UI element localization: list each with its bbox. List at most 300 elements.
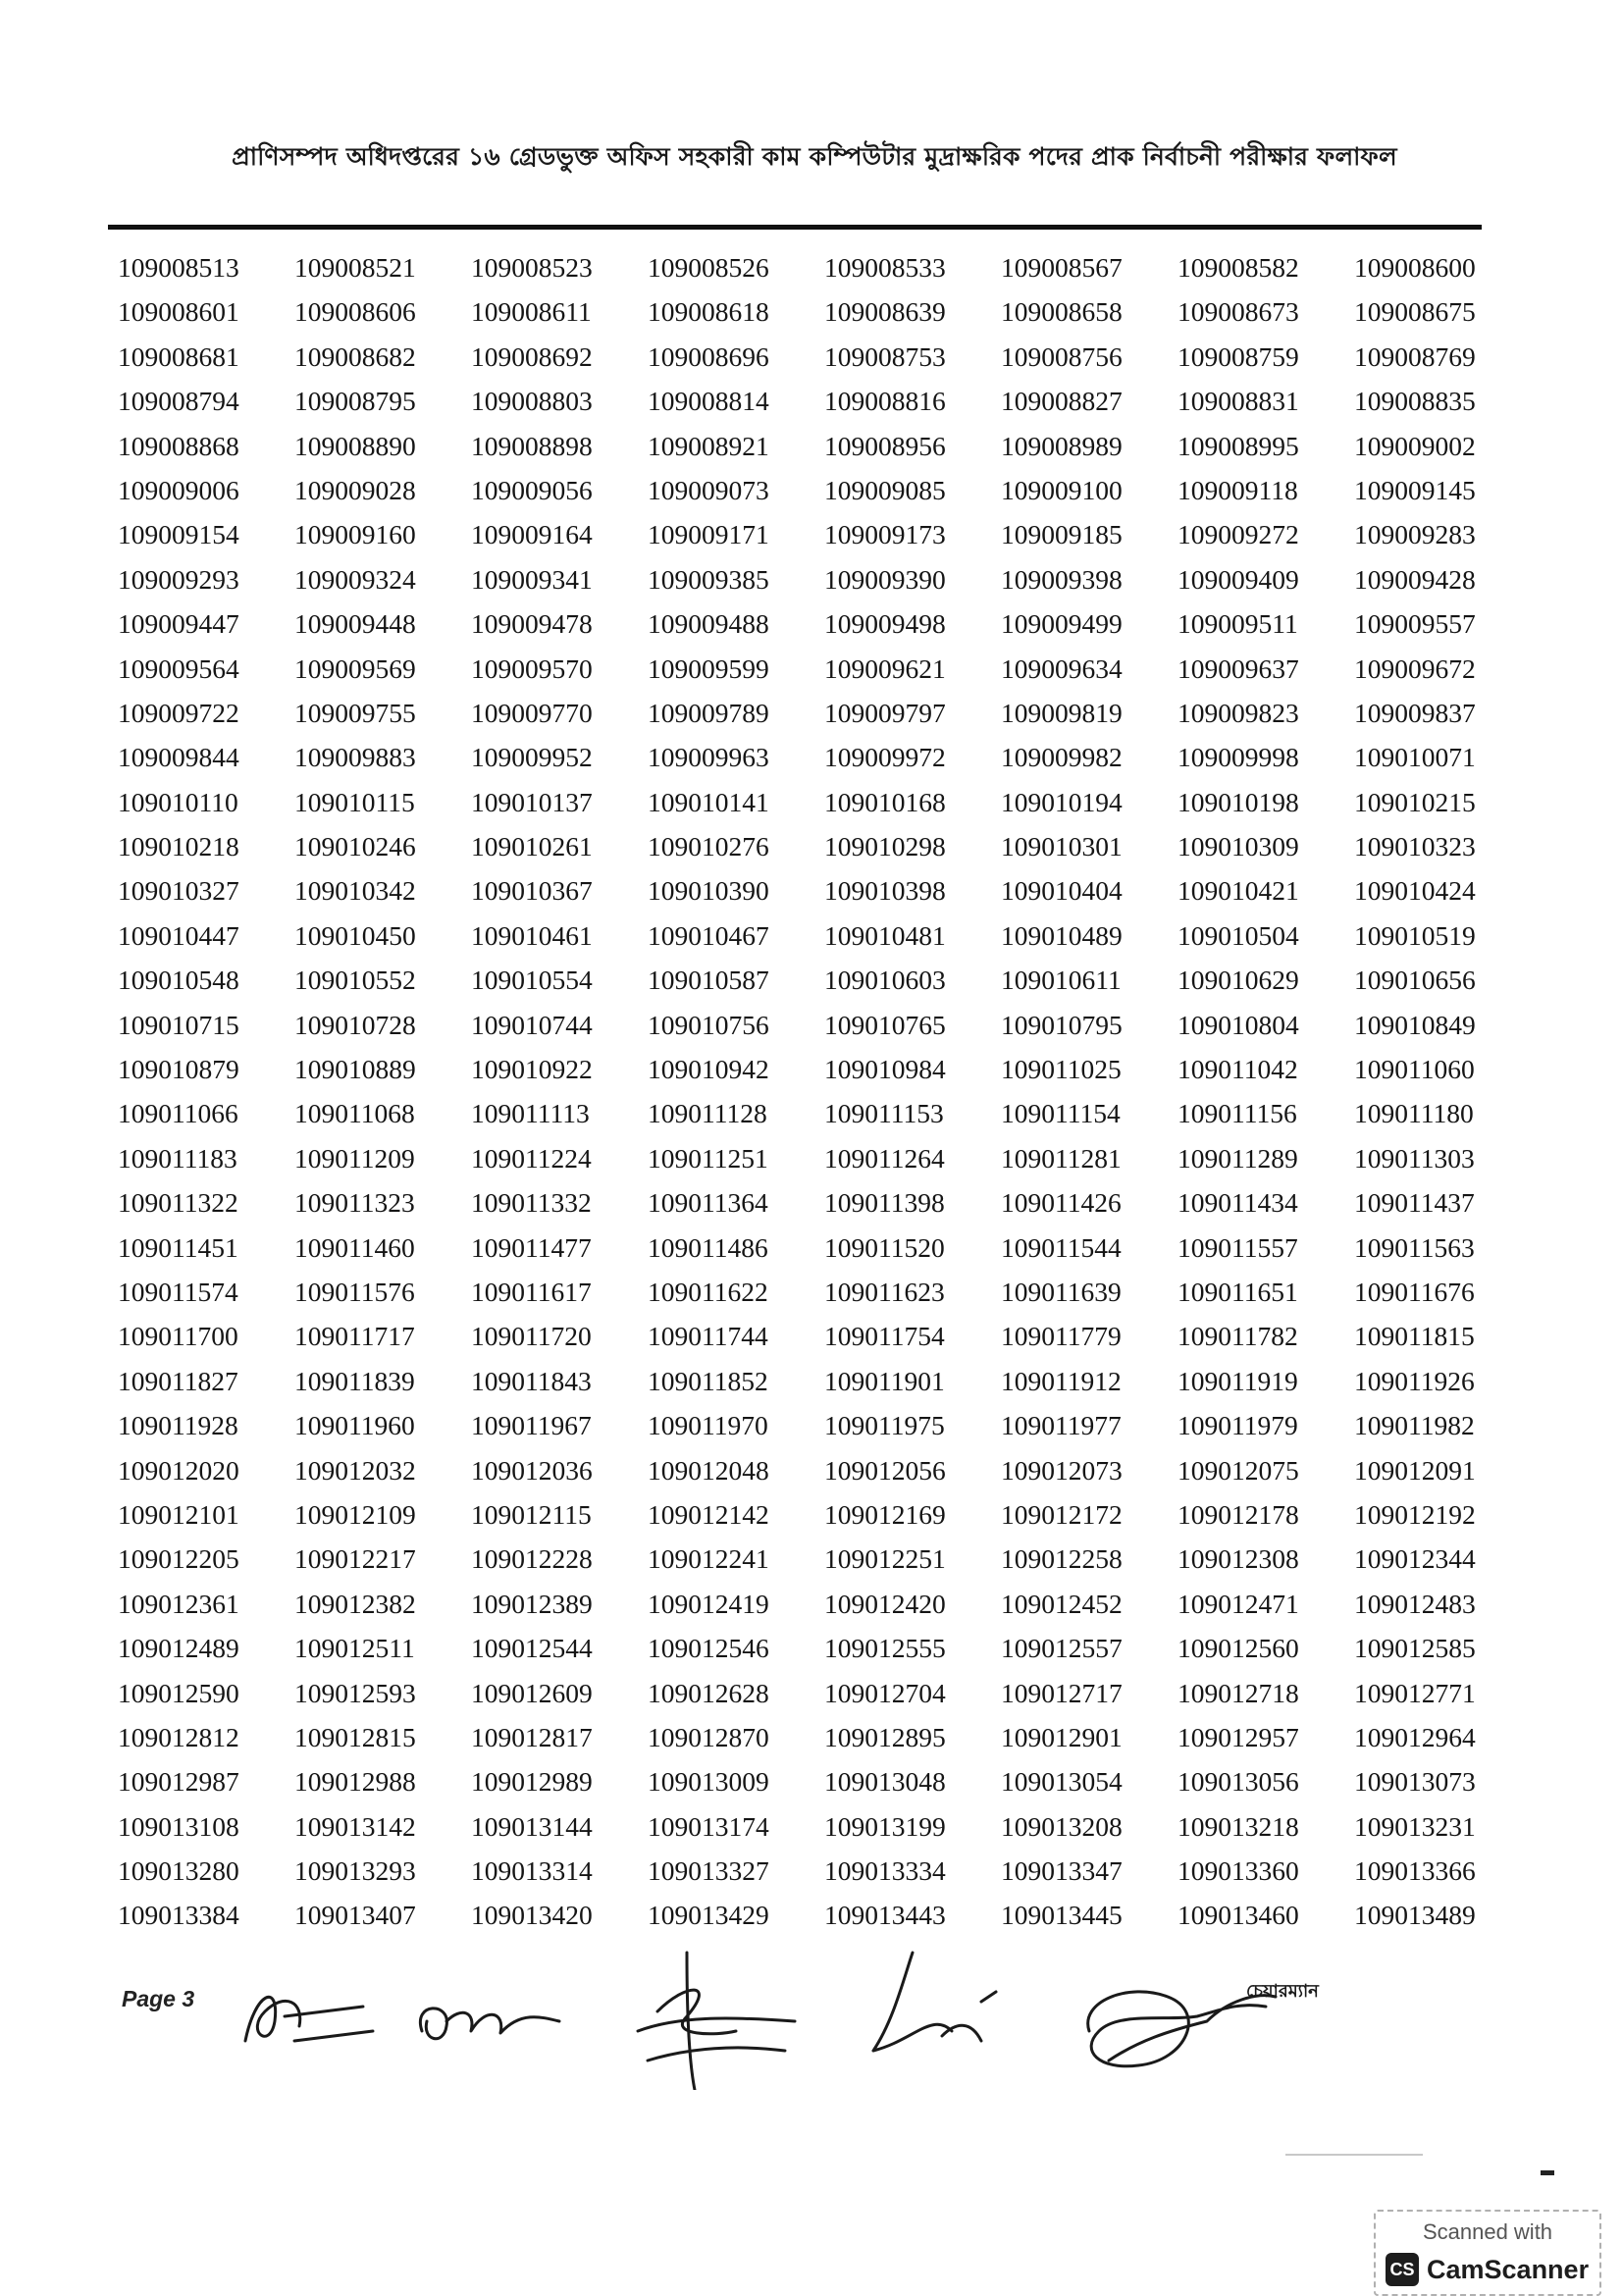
roll-number-cell: 109011183 — [118, 1142, 237, 1174]
roll-number-cell: 109011153 — [824, 1098, 944, 1129]
roll-number-cell: 109011926 — [1354, 1365, 1475, 1396]
roll-number-cell: 109011979 — [1177, 1410, 1298, 1441]
roll-number-cell: 109011042 — [1177, 1054, 1298, 1085]
page-title: প্রাণিসম্পদ অধিদপ্তরের ১৬ গ্রেডভুক্ত অফিস সহকারী কাম কম্পিউটার মুদ্রাক্ষরিক পদের প্রাক নির্বাচনী পরীক্ষার ফলাফল — [232, 142, 1397, 171]
roll-number-cell: 109009972 — [824, 742, 946, 773]
roll-number-cell: 109009006 — [118, 474, 239, 505]
roll-number-cell: 109012704 — [824, 1677, 946, 1708]
roll-number-cell: 109008639 — [824, 296, 946, 328]
roll-number-cell: 109010548 — [118, 965, 239, 996]
roll-number-cell: 109010404 — [1001, 875, 1123, 907]
roll-number-cell: 109011434 — [1177, 1187, 1298, 1219]
roll-number-cell: 109012241 — [648, 1543, 769, 1575]
roll-number-cell: 109012628 — [648, 1677, 769, 1708]
roll-number-cell: 109010656 — [1354, 965, 1476, 996]
roll-number-cell: 109008816 — [824, 386, 946, 417]
roll-number-cell: 109011639 — [1001, 1276, 1122, 1307]
roll-number-cell: 109011717 — [294, 1321, 415, 1352]
roll-number-cell: 109008890 — [294, 430, 416, 461]
roll-number-cell: 109008600 — [1354, 252, 1476, 283]
roll-number-cell: 109009998 — [1177, 742, 1299, 773]
roll-number-cell: 109009797 — [824, 697, 946, 728]
roll-number-cell: 109013199 — [824, 1810, 946, 1842]
roll-number-cell: 109012048 — [648, 1454, 769, 1486]
roll-number-cell: 109012957 — [1177, 1721, 1299, 1752]
roll-number-cell: 109009447 — [118, 608, 239, 640]
roll-number-cell: 109012987 — [118, 1766, 239, 1798]
roll-number-cell: 109012718 — [1177, 1677, 1299, 1708]
roll-number-cell: 109011398 — [824, 1187, 945, 1219]
roll-number-cell: 109008533 — [824, 252, 946, 283]
roll-number-cell: 109010398 — [824, 875, 946, 907]
roll-number-cell: 109011332 — [471, 1187, 592, 1219]
roll-number-cell: 109011744 — [648, 1321, 768, 1352]
roll-number-cell: 109009028 — [294, 474, 416, 505]
roll-number-cell: 109009428 — [1354, 563, 1476, 595]
roll-number-cell: 109013293 — [294, 1855, 416, 1887]
camscanner-watermark — [1374, 2210, 1601, 2296]
roll-number-cell: 109012192 — [1354, 1498, 1476, 1530]
roll-number-cell: 109013360 — [1177, 1855, 1299, 1887]
roll-number-cell: 109013054 — [1001, 1766, 1123, 1798]
roll-number-cell: 109008898 — [471, 430, 593, 461]
handwritten-signatures — [226, 1923, 1354, 2090]
roll-number-cell: 109012073 — [1001, 1454, 1123, 1486]
roll-number-cell: 109009637 — [1177, 652, 1299, 684]
roll-number-cell: 109010984 — [824, 1054, 946, 1085]
roll-number-cell: 109011622 — [648, 1276, 768, 1307]
roll-number-cell: 109011754 — [824, 1321, 945, 1352]
roll-number-cell: 109009819 — [1001, 697, 1123, 728]
roll-number-cell: 109012420 — [824, 1588, 946, 1619]
roll-number-cell: 109008526 — [648, 252, 769, 283]
roll-number-cell: 109012172 — [1001, 1498, 1123, 1530]
roll-number-cell: 109010110 — [118, 786, 238, 817]
scan-artifact-line — [1285, 2154, 1423, 2156]
roll-number-cell: 109012109 — [294, 1498, 416, 1530]
roll-number-cell: 109011224 — [471, 1142, 592, 1174]
roll-number-cell: 109012546 — [648, 1633, 769, 1664]
roll-number-cell: 109010849 — [1354, 1009, 1476, 1040]
roll-number-cell: 109009171 — [648, 519, 769, 550]
roll-number-cell: 109012989 — [471, 1766, 593, 1798]
roll-number-cell: 109013347 — [1001, 1855, 1123, 1887]
roll-number-cell: 109010715 — [118, 1009, 239, 1040]
roll-number-cell: 109008831 — [1177, 386, 1299, 417]
roll-number-cell: 109011486 — [648, 1231, 768, 1263]
roll-number-cell: 109010942 — [648, 1054, 769, 1085]
roll-number-cell: 109011901 — [824, 1365, 945, 1396]
roll-number-cell: 109010504 — [1177, 919, 1299, 951]
roll-number-cell: 109010554 — [471, 965, 593, 996]
roll-number-cell: 109008827 — [1001, 386, 1123, 417]
roll-number-cell: 109013231 — [1354, 1810, 1476, 1842]
roll-number-table — [108, 245, 1482, 1938]
roll-number-cell: 109010519 — [1354, 919, 1476, 951]
roll-number-cell: 109010447 — [118, 919, 239, 951]
roll-number-cell: 109009409 — [1177, 563, 1299, 595]
roll-number-cell: 109009511 — [1177, 608, 1298, 640]
roll-number-cell: 109012205 — [118, 1543, 239, 1575]
roll-number-cell: 109008756 — [1001, 340, 1123, 372]
roll-number-cell: 109012812 — [118, 1721, 239, 1752]
roll-number-cell: 109009488 — [648, 608, 769, 640]
roll-number-cell: 109013429 — [648, 1900, 769, 1931]
roll-number-cell: 109012988 — [294, 1766, 416, 1798]
roll-number-cell: 109009164 — [471, 519, 593, 550]
roll-number-cell: 109010276 — [648, 831, 769, 862]
roll-number-cell: 109010489 — [1001, 919, 1123, 951]
roll-number-cell: 109010246 — [294, 831, 416, 862]
roll-number-cell: 109009837 — [1354, 697, 1476, 728]
roll-number-cell: 109011574 — [118, 1276, 238, 1307]
roll-number-cell: 109010137 — [471, 786, 593, 817]
roll-number-cell: 109010261 — [471, 831, 593, 862]
roll-number-cell: 109008521 — [294, 252, 416, 283]
roll-number-cell: 109012169 — [824, 1498, 946, 1530]
roll-number-cell: 109010071 — [1354, 742, 1476, 773]
roll-number-cell: 109008794 — [118, 386, 239, 417]
roll-number-cell: 109011520 — [824, 1231, 945, 1263]
roll-number-cell: 109010804 — [1177, 1009, 1299, 1040]
roll-number-cell: 109010922 — [471, 1054, 593, 1085]
roll-number-cell: 109008759 — [1177, 340, 1299, 372]
roll-number-cell: 109012544 — [471, 1633, 593, 1664]
roll-number-cell: 109012178 — [1177, 1498, 1299, 1530]
roll-number-cell: 109011928 — [118, 1410, 238, 1441]
roll-number-cell: 109012075 — [1177, 1454, 1299, 1486]
roll-number-cell: 109012032 — [294, 1454, 416, 1486]
roll-number-cell: 109012609 — [471, 1677, 593, 1708]
roll-number-cell: 109011154 — [1001, 1098, 1121, 1129]
roll-number-cell: 109009185 — [1001, 519, 1123, 550]
roll-number-cell: 109008956 — [824, 430, 946, 461]
roll-number-cell: 109012091 — [1354, 1454, 1476, 1486]
roll-number-cell: 109011782 — [1177, 1321, 1298, 1352]
roll-number-cell: 109008658 — [1001, 296, 1123, 328]
roll-number-cell: 109008795 — [294, 386, 416, 417]
roll-number-cell: 109009569 — [294, 652, 416, 684]
roll-number-cell: 109009293 — [118, 563, 239, 595]
roll-number-cell: 109010552 — [294, 965, 416, 996]
roll-number-cell: 109009844 — [118, 742, 239, 773]
roll-number-cell: 109011912 — [1001, 1365, 1122, 1396]
roll-number-cell: 109012895 — [824, 1721, 946, 1752]
roll-number-cell: 109010390 — [648, 875, 769, 907]
roll-number-cell: 109011323 — [294, 1187, 415, 1219]
header-divider — [108, 225, 1482, 230]
roll-number-cell: 109012560 — [1177, 1633, 1299, 1664]
roll-number-cell: 109010298 — [824, 831, 946, 862]
roll-number-cell: 109009160 — [294, 519, 416, 550]
roll-number-cell: 109011322 — [118, 1187, 238, 1219]
roll-number-cell: 109010301 — [1001, 831, 1123, 862]
roll-number-cell: 109013280 — [118, 1855, 239, 1887]
roll-number-cell: 109009755 — [294, 697, 416, 728]
roll-number-cell: 109011617 — [471, 1276, 592, 1307]
roll-number-cell: 109008606 — [294, 296, 416, 328]
roll-number-cell: 109009478 — [471, 608, 593, 640]
roll-number-cell: 109011060 — [1354, 1054, 1475, 1085]
roll-number-cell: 109008692 — [471, 340, 593, 372]
roll-number-cell: 109010198 — [1177, 786, 1299, 817]
roll-number-cell: 109010587 — [648, 965, 769, 996]
roll-number-cell: 109009056 — [471, 474, 593, 505]
roll-number-cell: 109009722 — [118, 697, 239, 728]
roll-number-cell: 109011576 — [294, 1276, 415, 1307]
roll-number-cell: 109012483 — [1354, 1588, 1476, 1619]
roll-number-cell: 109008601 — [118, 296, 239, 328]
roll-number-cell: 109012964 — [1354, 1721, 1476, 1752]
roll-number-cell: 109012771 — [1354, 1677, 1476, 1708]
roll-number-cell: 109010367 — [471, 875, 593, 907]
roll-number-cell: 109009324 — [294, 563, 416, 595]
roll-number-cell: 109012020 — [118, 1454, 239, 1486]
roll-number-cell: 109008582 — [1177, 252, 1299, 283]
roll-number-cell: 109013142 — [294, 1810, 416, 1842]
roll-number-cell: 109013420 — [471, 1900, 593, 1931]
roll-number-cell: 109010215 — [1354, 786, 1476, 817]
roll-number-cell: 109010461 — [471, 919, 593, 951]
roll-number-cell: 109010795 — [1001, 1009, 1123, 1040]
roll-number-cell: 109009145 — [1354, 474, 1476, 505]
roll-number-cell: 109010744 — [471, 1009, 593, 1040]
roll-number-cell: 109008921 — [648, 430, 769, 461]
roll-number-cell: 109008618 — [648, 296, 769, 328]
roll-number-cell: 109009570 — [471, 652, 593, 684]
roll-number-cell: 109011623 — [824, 1276, 945, 1307]
roll-number-cell: 109011676 — [1354, 1276, 1475, 1307]
roll-number-cell: 109012870 — [648, 1721, 769, 1752]
roll-number-cell: 109013489 — [1354, 1900, 1476, 1931]
roll-number-cell: 109012142 — [648, 1498, 769, 1530]
roll-number-cell: 109008769 — [1354, 340, 1476, 372]
roll-number-cell: 109009385 — [648, 563, 769, 595]
roll-number-cell: 109010728 — [294, 1009, 416, 1040]
roll-number-cell: 109010168 — [824, 786, 946, 817]
roll-number-cell: 109013009 — [648, 1766, 769, 1798]
roll-number-cell: 109009564 — [118, 652, 239, 684]
roll-number-cell: 109009498 — [824, 608, 946, 640]
roll-number-cell: 109010467 — [648, 919, 769, 951]
roll-number-cell: 109010141 — [648, 786, 769, 817]
roll-number-cell: 109010424 — [1354, 875, 1476, 907]
roll-number-cell: 109012251 — [824, 1543, 946, 1575]
roll-number-cell: 109013460 — [1177, 1900, 1299, 1931]
roll-number-cell: 109011960 — [294, 1410, 415, 1441]
roll-number-cell: 109013174 — [648, 1810, 769, 1842]
roll-number-cell: 109011843 — [471, 1365, 592, 1396]
roll-number-cell: 109010323 — [1354, 831, 1476, 862]
roll-number-cell: 109008814 — [648, 386, 769, 417]
roll-number-cell: 109011209 — [294, 1142, 415, 1174]
roll-number-cell: 109010629 — [1177, 965, 1299, 996]
roll-number-cell: 109011437 — [1354, 1187, 1475, 1219]
roll-number-cell: 109009789 — [648, 697, 769, 728]
roll-number-cell: 109008611 — [471, 296, 592, 328]
roll-number-cell: 109009599 — [648, 652, 769, 684]
page-number: Page 3 — [122, 1986, 195, 2011]
roll-number-cell: 109011460 — [294, 1231, 415, 1263]
roll-number-cell: 109008682 — [294, 340, 416, 372]
roll-number-cell: 109011967 — [471, 1410, 592, 1441]
roll-number-cell: 109012228 — [471, 1543, 593, 1575]
roll-number-cell: 109013314 — [471, 1855, 593, 1887]
roll-number-cell: 109012056 — [824, 1454, 946, 1486]
roll-number-cell: 109009002 — [1354, 430, 1476, 461]
roll-number-cell: 109012217 — [294, 1543, 416, 1575]
roll-number-cell: 109009390 — [824, 563, 946, 595]
roll-number-cell: 109009499 — [1001, 608, 1123, 640]
roll-number-cell: 109012361 — [118, 1588, 239, 1619]
roll-number-cell: 109012471 — [1177, 1588, 1299, 1619]
roll-number-cell: 109010218 — [118, 831, 239, 862]
roll-number-cell: 109009963 — [648, 742, 769, 773]
roll-number-cell: 109013443 — [824, 1900, 946, 1931]
roll-number-cell: 109011563 — [1354, 1231, 1475, 1263]
roll-number-cell: 109012557 — [1001, 1633, 1123, 1664]
roll-number-cell: 109010421 — [1177, 875, 1299, 907]
roll-number-cell: 109013073 — [1354, 1766, 1476, 1798]
roll-number-cell: 109011919 — [1177, 1365, 1298, 1396]
roll-number-cell: 109013108 — [118, 1810, 239, 1842]
roll-number-cell: 109011977 — [1001, 1410, 1122, 1441]
roll-number-cell: 109013407 — [294, 1900, 416, 1931]
roll-number-cell: 109011451 — [118, 1231, 238, 1263]
roll-number-cell: 109008835 — [1354, 386, 1476, 417]
roll-number-cell: 109012585 — [1354, 1633, 1476, 1664]
roll-number-cell: 109010309 — [1177, 831, 1299, 862]
roll-number-cell: 109011700 — [118, 1321, 238, 1352]
roll-number-cell: 109011066 — [118, 1098, 238, 1129]
roll-number-cell: 109009952 — [471, 742, 593, 773]
roll-number-cell: 109009883 — [294, 742, 416, 773]
roll-number-cell: 109013208 — [1001, 1810, 1123, 1842]
roll-number-cell: 109012258 — [1001, 1543, 1123, 1575]
roll-number-cell: 109010450 — [294, 919, 416, 951]
roll-number-cell: 109012452 — [1001, 1588, 1123, 1619]
roll-number-cell: 109009448 — [294, 608, 416, 640]
roll-number-cell: 109009341 — [471, 563, 593, 595]
roll-number-cell: 109008989 — [1001, 430, 1123, 461]
roll-number-cell: 109009118 — [1177, 474, 1298, 505]
roll-number-cell: 109011815 — [1354, 1321, 1475, 1352]
roll-number-cell: 109012036 — [471, 1454, 593, 1486]
roll-number-cell: 109010756 — [648, 1009, 769, 1040]
roll-number-cell: 109013218 — [1177, 1810, 1299, 1842]
roll-number-cell: 109008753 — [824, 340, 946, 372]
roll-number-cell: 109008675 — [1354, 296, 1476, 328]
roll-number-cell: 109010194 — [1001, 786, 1123, 817]
roll-number-cell: 109012419 — [648, 1588, 769, 1619]
roll-number-cell: 109009085 — [824, 474, 946, 505]
roll-number-cell: 109008523 — [471, 252, 593, 283]
roll-number-cell: 109008673 — [1177, 296, 1299, 328]
roll-number-cell: 109011720 — [471, 1321, 592, 1352]
roll-number-cell: 109008567 — [1001, 252, 1123, 283]
roll-number-cell: 109011156 — [1177, 1098, 1297, 1129]
roll-number-cell: 109008868 — [118, 430, 239, 461]
roll-number-cell: 109012511 — [294, 1633, 415, 1664]
roll-number-cell: 109010765 — [824, 1009, 946, 1040]
roll-number-cell: 109012308 — [1177, 1543, 1299, 1575]
roll-number-cell: 109011180 — [1354, 1098, 1474, 1129]
scanner-caption: Scanned with — [1422, 2219, 1553, 2244]
roll-number-cell: 109011827 — [118, 1365, 238, 1396]
roll-number-cell: 109013048 — [824, 1766, 946, 1798]
roll-number-cell: 109008995 — [1177, 430, 1299, 461]
roll-number-cell: 109009557 — [1354, 608, 1476, 640]
roll-number-cell: 109009073 — [648, 474, 769, 505]
roll-number-cell: 109009173 — [824, 519, 946, 550]
camscanner-brand: CamScanner — [1427, 2254, 1590, 2284]
roll-number-cell: 109012555 — [824, 1633, 946, 1664]
roll-number-cell: 109009272 — [1177, 519, 1299, 550]
roll-number-cell: 109013445 — [1001, 1900, 1123, 1931]
roll-number-cell: 109009982 — [1001, 742, 1123, 773]
roll-number-cell: 109013366 — [1354, 1855, 1476, 1887]
roll-number-cell: 109008803 — [471, 386, 593, 417]
roll-number-cell: 109009621 — [824, 652, 946, 684]
camscanner-logo-icon: CS — [1386, 2253, 1419, 2286]
roll-number-cell: 109011477 — [471, 1231, 592, 1263]
roll-number-cell: 109011128 — [648, 1098, 767, 1129]
roll-number-cell: 109009770 — [471, 697, 593, 728]
roll-number-cell: 109009672 — [1354, 652, 1476, 684]
signature-caption: চেয়ারম্যান — [1246, 1981, 1319, 2002]
roll-number-cell: 109010889 — [294, 1054, 416, 1085]
roll-number-cell: 109012101 — [118, 1498, 239, 1530]
roll-number-cell: 109009100 — [1001, 474, 1123, 505]
roll-number-cell: 109012590 — [118, 1677, 239, 1708]
roll-number-cell: 109009634 — [1001, 652, 1123, 684]
roll-number-cell: 109011557 — [1177, 1231, 1298, 1263]
roll-number-cell: 109011651 — [1177, 1276, 1298, 1307]
roll-number-cell: 109012389 — [471, 1588, 593, 1619]
roll-number-cell: 109011251 — [648, 1142, 768, 1174]
roll-number-cell: 109010611 — [1001, 965, 1122, 996]
roll-number-cell: 109012815 — [294, 1721, 416, 1752]
roll-number-cell: 109012382 — [294, 1588, 416, 1619]
roll-number-cell: 109012901 — [1001, 1721, 1123, 1752]
roll-number-cell: 109013327 — [648, 1855, 769, 1887]
roll-number-cell: 109009283 — [1354, 519, 1476, 550]
roll-number-cell: 109010342 — [294, 875, 416, 907]
roll-number-cell: 109011852 — [648, 1365, 768, 1396]
roll-number-cell: 109011289 — [1177, 1142, 1298, 1174]
roll-number-cell: 109013056 — [1177, 1766, 1299, 1798]
roll-number-cell: 109008696 — [648, 340, 769, 372]
roll-number-cell: 109010115 — [294, 786, 415, 817]
roll-number-cell: 109011975 — [824, 1410, 945, 1441]
roll-number-cell: 109011970 — [648, 1410, 768, 1441]
roll-number-cell: 109011544 — [1001, 1231, 1122, 1263]
roll-number-cell: 109012489 — [118, 1633, 239, 1664]
roll-number-cell: 109009823 — [1177, 697, 1299, 728]
roll-number-cell: 109010879 — [118, 1054, 239, 1085]
roll-number-cell: 109010603 — [824, 965, 946, 996]
roll-number-cell: 109012817 — [471, 1721, 593, 1752]
roll-number-cell: 109012115 — [471, 1498, 592, 1530]
roll-number-cell: 109009154 — [118, 519, 239, 550]
roll-number-cell: 109011113 — [471, 1098, 590, 1129]
roll-number-cell: 109011982 — [1354, 1410, 1475, 1441]
roll-number-cell: 109013144 — [471, 1810, 593, 1842]
scan-artifact-dash — [1541, 2170, 1554, 2175]
roll-number-cell: 109011303 — [1354, 1142, 1475, 1174]
roll-number-cell: 109013334 — [824, 1855, 946, 1887]
roll-number-cell: 109011779 — [1001, 1321, 1122, 1352]
